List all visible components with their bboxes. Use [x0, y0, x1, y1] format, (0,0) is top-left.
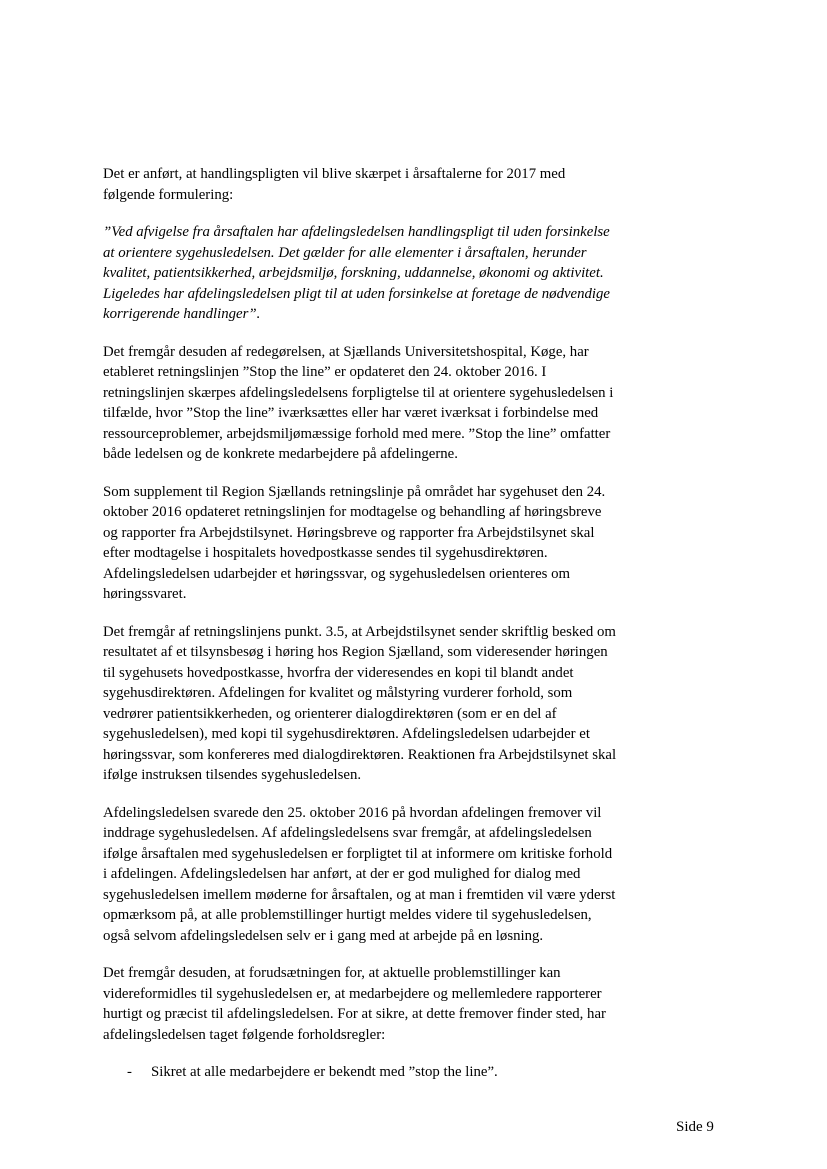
intro-paragraph: Det er anført, at handlingspligten vil blive skærpet i årsaftalerne for 2017 med følgende formulering:: [103, 166, 566, 203]
page-number: Side 9: [676, 1119, 714, 1135]
list-dash: -: [127, 1064, 132, 1080]
precautions-paragraph: Det fremgår desuden, at forudsætningen for, at aktuelle problemstillinger kan videreformidles til sygehusledelsen er, at medarbejdere og mellemledere rapporterer hurtigt og præcist til afdelingsledelsen. For at sikre, at dette fremover finder sted, har afdelingsledelsen taget følgende forholdsregler:: [103, 965, 606, 1043]
list-item: [103, 1062, 617, 1083]
list-item-text: Sikret at alle medarbejdere er bekendt med ”stop the line”.: [151, 1064, 498, 1080]
department-response-paragraph: Afdelingsledelsen svarede den 25. oktober 2016 på hvordan afdelingen fremover vil inddrage sygehusledelsen. Af afdelingsledelsens svar fremgår, at afdelingsledelsen ifølge årsaftalen med sygehusledelsen er forpligtet til at informere om kritiske forhold i afdelingen. Afdelingsledelsen har anført, at der er god mulighed for dialog med sygehusledelsen imellem møderne for årsaftalen, og at man i fremtiden vil være yderst opmærksom på, at alle problemstillinger hurtigt meldes videre til sygehusledelsen, også selvom afdelingsledelsen selv er i gang med at arbejde på en løsning.: [103, 804, 616, 944]
precautions-list: [103, 1062, 617, 1083]
document-body: [103, 164, 617, 1083]
hearing-letters-paragraph: Som supplement til Region Sjællands retningslinje på området har sygehuset den 24. oktober 2016 opdateret retningslinjen for modtagelse og behandling af høringsbreve og rapporter fra Arbejdstilsynet. Høringsbreve og rapporter fra Arbejdstilsynet skal efter modtagelse i hospitalets hovedpostkasse sendes til sygehusdirektøren. Afdelingsledelsen udarbejder et høringssvar, og sygehusledelsen orienteres om høringssvaret.: [103, 483, 606, 602]
stop-the-line-paragraph: Det fremgår desuden af redegørelsen, at Sjællands Universitetshospital, Køge, har etableret retningslinjen ”Stop the line” er opdateret den 24. oktober 2016. I retningslinjen skærpes afdelingsledelsens forpligtelse til at orientere sygehusledelsen i tilfælde, hvor ”Stop the line” iværksættes eller har været iværksat i forbindelse med ressourceproblemer, arbejdsmiljømæssige forhold med mere. ”Stop the line” omfatter både ledelsen og de konkrete medarbejdere på afdelingerne.: [103, 343, 614, 462]
quoted-wording: ”Ved afvigelse fra årsaftalen har afdelingsledelsen handlingspligt til uden forsinkelse at orientere sygehusledelsen. Det gælder for alle elementer i årsaftalen, herunder kvalitet, patientsikkerhed, arbejdsmiljø, forskning, uddannelse, økonomi og aktivitet. Ligeledes har afdelingsledelsen pligt til at uden forsinkelse at foretage de nødvendige korrigerende handlinger”.: [103, 224, 610, 322]
guideline-section-paragraph: Det fremgår af retningslinjens punkt. 3.5, at Arbejdstilsynet sender skriftlig besked om resultatet af et tilsynsbesøg i høring hos Region Sjælland, som videresender høringen til sygehusets hovedpostkasse, hvorfra der videresendes en kopi til blandt andet sygehusdirektøren. Afdelingen for kvalitet og målstyring vurderer forhold, som vedrører patientsikkerheden, og orienterer dialogdirektøren (som er en del af sygehusledelsen), med kopi til sygehusdirektøren. Afdelingsledelsen udarbejder et høringssvar, som konfereres med dialogdirektøren. Reaktionen fra Arbejdstilsynet skal ifølge instruksen tilsendes sygehusledelsen.: [103, 623, 617, 783]
